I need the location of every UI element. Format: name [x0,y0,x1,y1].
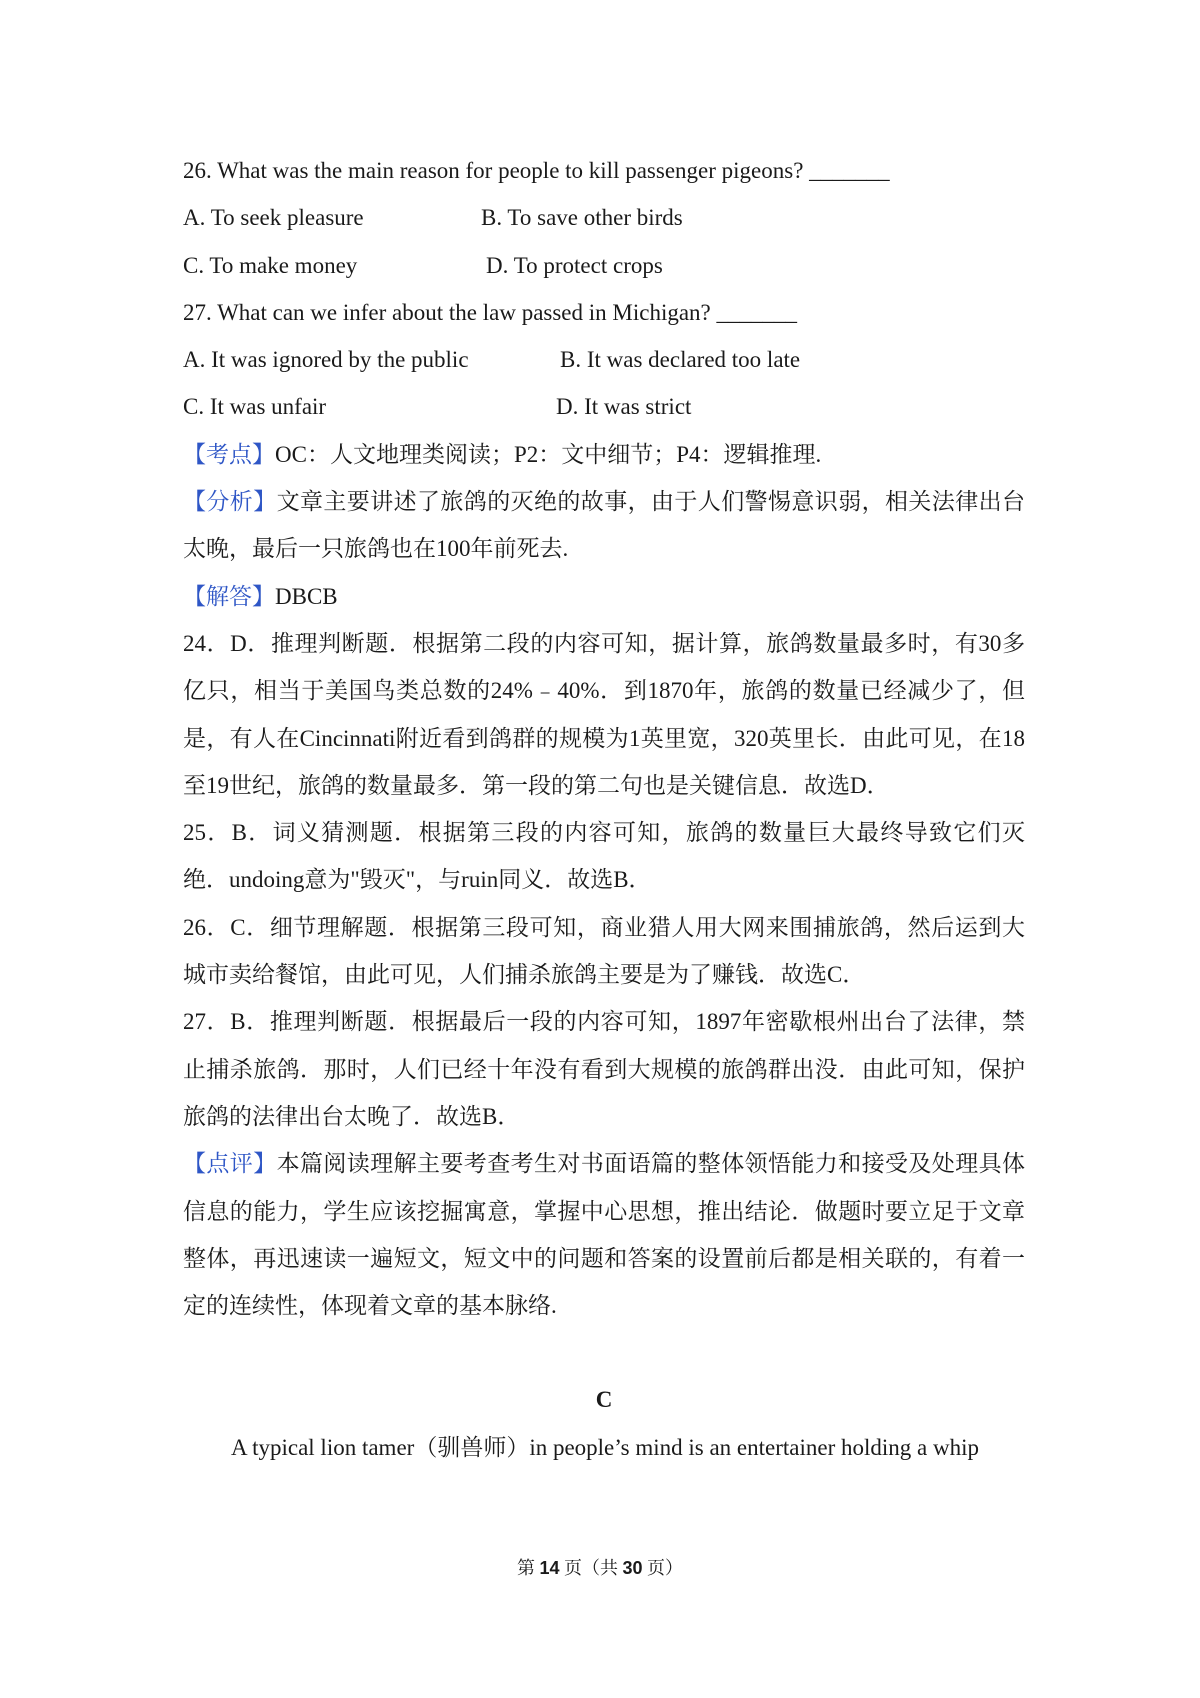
question-27-stem: 27. What can we infer about the law passed in Michigan? _______ [183,299,798,325]
kaodian-tag: 【考点】 [183,441,275,467]
fenxi-tag: 【分析】 [183,489,277,515]
kaodian-text: OC：人文地理类阅读；P2：文中细节；P4：逻辑推理. [275,441,822,467]
page-footer [0,1554,1200,1580]
dianping-text: 本篇阅读理解主要考查考生对书面语篇的整体领悟能力和接受及处理具体信息的能力，学生应该挖掘寓意，掌握中心思想，推出结论．做题时要立足于文章整体，再迅速读一遍短文，短文中的问题和答案的设置前后都是相关联的，有着一定的连续性，体现着文章的基本脉络. [183,1151,1026,1319]
explanation-24: 24．D．推理判断题．根据第二段的内容可知，据计算，旅鸽数量最多时，有30多亿只，相当于美国鸟类总数的24%﹣40%．到1870年，旅鸽的数量已经减少了，但是，有人在Cincinnati附近看到鸽群的规模为1英里宽，320英里长．由此可见，在18至19世纪，旅鸽的数量最多．第一段的第二句也是关键信息．故选D． [183,630,1025,798]
footer-page-number: 14 [539,1558,560,1578]
explanation-27: 27．B．推理判断题．根据最后一段的内容可知，1897年密歇根州出台了法律，禁止捕杀旅鸽．那时，人们已经十年没有看到大规模的旅鸽群出没．由此可知，保护旅鸽的法律出台太晚了．故选B． [183,1009,1025,1129]
option-26-b: B. To save other birds [481,205,683,231]
jieda-tag: 【解答】 [183,583,275,609]
option-26-c: C. To make money [183,252,358,278]
question-27-options-row-2 [183,383,1025,430]
question-26-options-row-1 [183,194,1025,241]
footer-middle: 页（共 [559,1558,623,1578]
footer-prefix: 第 [516,1558,540,1578]
jieda-answers: DBCB [275,583,338,609]
question-26-stem: 26. What was the main reason for people to kill passenger pigeons? _______ [183,158,890,183]
dianping-tag: 【点评】 [183,1151,277,1177]
page-content [183,147,1025,1471]
option-27-c: C. It was unfair [183,394,327,420]
section-c-first-line: A typical lion tamer（驯兽师）in people’s mind is an entertainer holding a whip [231,1434,979,1460]
section-c-heading: C [595,1387,613,1413]
option-26-a: A. To seek pleasure [183,205,364,231]
option-26-d: D. To protect crops [486,252,663,278]
footer-total-pages: 30 [622,1558,643,1578]
fenxi-section [183,478,1025,573]
section-spacer [183,1329,1025,1376]
explanation-25: 25．B．词义猜测题．根据第三段的内容可知，旅鸽的数量巨大最终导致它们灭绝．undoing意为"毁灭"，与ruin同义．故选B． [183,820,1025,893]
option-27-b: B. It was declared too late [560,347,801,373]
dianping-section [183,1140,1025,1329]
explanation-26: 26．C．细节理解题．根据第三段可知，商业猎人用大网来围捕旅鸽，然后运到大城市卖给餐馆，由此可见，人们捕杀旅鸽主要是为了赚钱．故选C． [183,914,1025,988]
option-27-d: D. It was strict [556,394,692,420]
kaodian-section [183,431,1025,478]
footer-suffix: 页） [642,1558,684,1578]
question-26-options-row-2 [183,242,1025,289]
option-27-a: A. It was ignored by the public [183,347,469,373]
jieda-section [183,573,1025,620]
question-27-options-row-1 [183,336,1025,383]
fenxi-text: 文章主要讲述了旅鸽的灭绝的故事，由于人们警惕意识弱，相关法律出台太晚，最后一只旅鸽也在100年前死去. [183,489,1026,562]
